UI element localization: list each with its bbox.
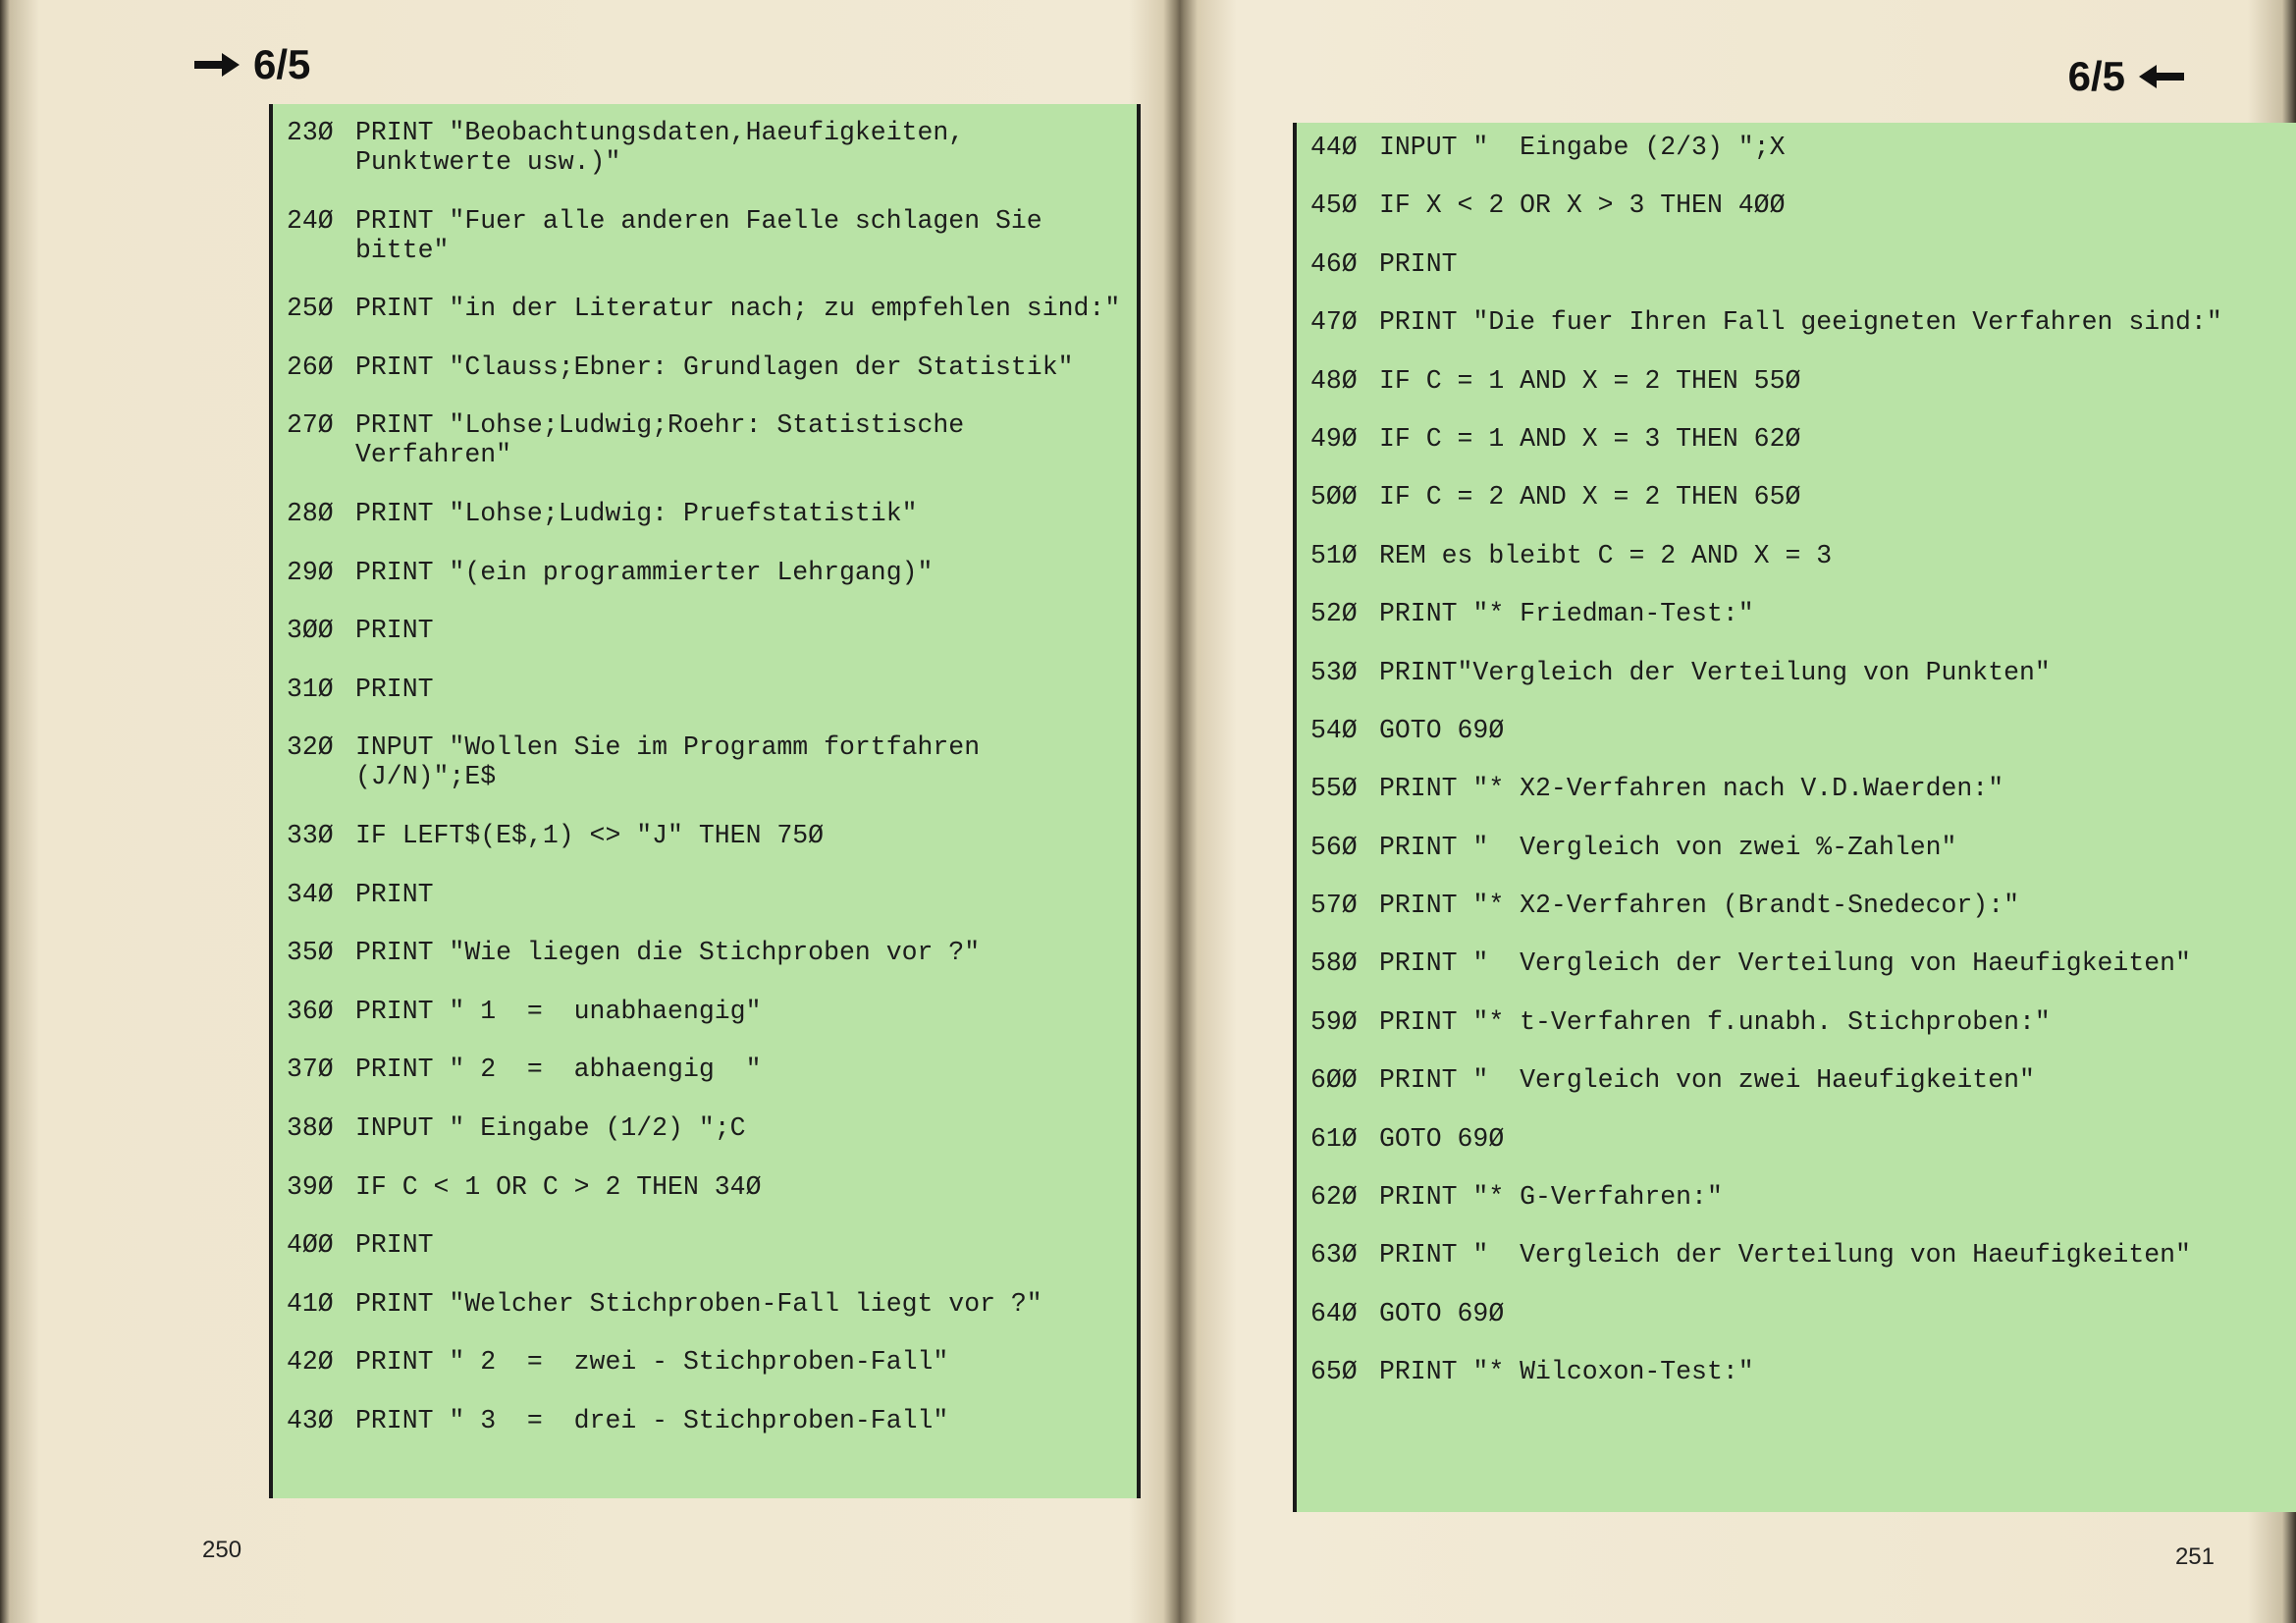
line-number: 46Ø	[1310, 248, 1358, 279]
code-line	[1310, 1182, 2296, 1212]
line-code: PRINT	[355, 1230, 434, 1261]
code-line	[287, 206, 1127, 265]
code-line	[287, 1055, 1127, 1084]
line-number: 31Ø	[287, 674, 334, 704]
code-line	[287, 1289, 1127, 1319]
line-number: 29Ø	[287, 557, 334, 587]
code-line	[287, 675, 1127, 704]
code-line	[1310, 774, 2296, 803]
code-line	[1310, 1007, 2296, 1037]
line-number: 32Ø	[287, 732, 334, 763]
line-code: PRINT "Beobachtungsdaten,Haeufigkeiten, Punktwerte usw.)"	[355, 118, 981, 177]
code-line	[287, 294, 1127, 323]
line-code: PRINT "* X2-Verfahren (Brandt-Snedecor):"	[1379, 891, 2020, 921]
line-code: PRINT "* X2-Verfahren nach V.D.Waerden:"	[1379, 774, 2004, 804]
code-line	[287, 938, 1127, 967]
line-number: 52Ø	[1310, 599, 1358, 629]
line-code: PRINT "Clauss;Ebner: Grundlagen der Statistik"	[355, 352, 1074, 382]
line-code: GOTO 69Ø	[1379, 1123, 1505, 1154]
line-number: 54Ø	[1310, 715, 1358, 745]
code-line	[287, 880, 1127, 909]
line-number: 41Ø	[287, 1288, 334, 1319]
code-line	[287, 1230, 1127, 1260]
line-number: 24Ø	[287, 205, 334, 236]
code-line	[1310, 1299, 2296, 1328]
line-code: PRINT " Vergleich von zwei Haeufigkeiten"	[1379, 1065, 2035, 1096]
arrow-right-icon	[194, 53, 240, 77]
line-number: 35Ø	[287, 938, 334, 968]
code-line	[1310, 482, 2296, 512]
line-number: 33Ø	[287, 820, 334, 850]
line-code: IF C = 1 AND X = 2 THEN 55Ø	[1379, 365, 1801, 396]
line-code: PRINT " Vergleich der Verteilung von Haeufigkeiten"	[1379, 948, 2191, 979]
line-code: PRINT "* G-Verfahren:"	[1379, 1182, 1723, 1213]
line-code: PRINT "* t-Verfahren f.unabh. Stichproben:"	[1379, 1006, 2051, 1037]
line-number: 45Ø	[1310, 190, 1358, 221]
section-label: 6/5	[2067, 53, 2125, 99]
code-listing-right	[1293, 123, 2296, 1512]
code-line	[1310, 133, 2296, 162]
line-code: INPUT "Wollen Sie im Programm fortfahren (J/N)";E$	[355, 732, 996, 792]
line-number: 62Ø	[1310, 1182, 1358, 1213]
line-code: PRINT " Vergleich von zwei %-Zahlen"	[1379, 832, 1957, 862]
line-number: 26Ø	[287, 352, 334, 382]
section-header-right	[2068, 53, 2184, 100]
line-code: PRINT "Fuer alle anderen Faelle schlagen Sie bitte"	[355, 205, 1058, 265]
line-code: PRINT "* Wilcoxon-Test:"	[1379, 1357, 1754, 1387]
line-code: PRINT " Vergleich der Verteilung von Haeufigkeiten"	[1379, 1240, 2191, 1271]
line-number: 59Ø	[1310, 1006, 1358, 1037]
line-number: 37Ø	[287, 1055, 334, 1085]
line-code: PRINT " 2 = abhaengig "	[355, 1055, 762, 1085]
line-code: IF C = 2 AND X = 2 THEN 65Ø	[1379, 482, 1801, 513]
code-line	[287, 616, 1127, 645]
code-line	[1310, 1357, 2296, 1386]
right-page	[1178, 0, 2296, 1623]
line-code: PRINT " 1 = unabhaengig"	[355, 996, 762, 1026]
line-number: 44Ø	[1310, 133, 1358, 162]
line-code: INPUT " Eingabe (2/3) ";X	[1379, 133, 1786, 162]
code-line	[1310, 307, 2296, 337]
line-number: 36Ø	[287, 996, 334, 1026]
code-line	[1310, 190, 2296, 220]
line-code: REM es bleibt C = 2 AND X = 3	[1379, 540, 1833, 570]
line-number: 47Ø	[1310, 307, 1358, 338]
line-number: 55Ø	[1310, 774, 1358, 804]
line-code: PRINT	[355, 674, 434, 704]
line-number: 23Ø	[287, 118, 334, 147]
line-number: 57Ø	[1310, 891, 1358, 921]
code-line	[1310, 424, 2296, 454]
page-number-right: 251	[2174, 1543, 2215, 1570]
line-code: PRINT"Vergleich der Verteilung von Punkten"	[1379, 657, 2051, 687]
code-line	[287, 1113, 1127, 1143]
line-number: 4ØØ	[287, 1230, 334, 1261]
code-line	[287, 499, 1127, 528]
code-line	[287, 732, 1127, 791]
line-code: PRINT "in der Literatur nach; zu empfehlen sind:"	[355, 294, 1121, 324]
line-code: PRINT "(ein programmierter Lehrgang)"	[355, 557, 934, 587]
code-line	[287, 1406, 1127, 1435]
code-line	[1310, 366, 2296, 396]
line-code: PRINT	[1379, 248, 1458, 279]
line-number: 64Ø	[1310, 1298, 1358, 1328]
line-code: IF LEFT$(E$,1) <> "J" THEN 75Ø	[355, 820, 825, 850]
arrow-left-icon	[2139, 65, 2184, 88]
line-code: GOTO 69Ø	[1379, 1298, 1505, 1328]
line-code: GOTO 69Ø	[1379, 715, 1505, 745]
line-code: PRINT "* Friedman-Test:"	[1379, 599, 1754, 629]
line-code: PRINT " 2 = zwei - Stichproben-Fall"	[355, 1347, 949, 1378]
line-number: 25Ø	[287, 294, 334, 324]
section-label: 6/5	[253, 41, 311, 87]
line-number: 39Ø	[287, 1171, 334, 1202]
line-number: 34Ø	[287, 879, 334, 909]
line-code: PRINT "Wie liegen die Stichproben vor ?"	[355, 938, 981, 968]
line-number: 61Ø	[1310, 1123, 1358, 1154]
line-number: 28Ø	[287, 498, 334, 528]
code-line	[287, 558, 1127, 587]
line-number: 27Ø	[287, 410, 334, 441]
code-line	[1310, 599, 2296, 628]
line-number: 5ØØ	[1310, 482, 1358, 513]
section-header-left	[194, 41, 310, 88]
code-line	[1310, 1065, 2296, 1095]
code-line	[1310, 833, 2296, 862]
code-line	[287, 821, 1127, 850]
code-line	[287, 352, 1127, 382]
line-code: IF X < 2 OR X > 3 THEN 4ØØ	[1379, 190, 1786, 221]
code-line	[287, 1172, 1127, 1202]
code-line	[1310, 658, 2296, 687]
line-code: PRINT "Lohse;Ludwig;Roehr: Statistische Verfahren"	[355, 410, 981, 470]
code-line	[287, 1347, 1127, 1377]
line-code: PRINT	[355, 616, 434, 646]
page-number-left: 250	[202, 1537, 242, 1563]
code-line	[1310, 891, 2296, 920]
line-code: INPUT " Eingabe (1/2) ";C	[355, 1112, 746, 1143]
line-code: PRINT "Lohse;Ludwig: Pruefstatistik"	[355, 498, 918, 528]
line-number: 58Ø	[1310, 948, 1358, 979]
line-number: 42Ø	[287, 1347, 334, 1378]
line-number: 49Ø	[1310, 423, 1358, 454]
code-line	[1310, 1124, 2296, 1154]
line-number: 63Ø	[1310, 1240, 1358, 1271]
code-line	[1310, 948, 2296, 978]
line-code: PRINT	[355, 879, 434, 909]
line-number: 38Ø	[287, 1112, 334, 1143]
code-line	[287, 118, 1127, 177]
code-line	[287, 410, 1127, 469]
line-code: PRINT "Welcher Stichproben-Fall liegt vor ?"	[355, 1288, 1042, 1319]
line-code: PRINT " 3 = drei - Stichproben-Fall"	[355, 1405, 949, 1435]
line-number: 3ØØ	[287, 616, 334, 646]
line-number: 65Ø	[1310, 1357, 1358, 1387]
line-number: 43Ø	[287, 1405, 334, 1435]
line-number: 51Ø	[1310, 540, 1358, 570]
code-line	[1310, 249, 2296, 279]
code-listing-left	[269, 104, 1141, 1498]
line-number: 56Ø	[1310, 832, 1358, 862]
code-line	[1310, 541, 2296, 570]
line-code: IF C = 1 AND X = 3 THEN 62Ø	[1379, 423, 1801, 454]
line-number: 53Ø	[1310, 657, 1358, 687]
code-line	[1310, 1240, 2296, 1270]
line-number: 48Ø	[1310, 365, 1358, 396]
line-number: 6ØØ	[1310, 1065, 1358, 1096]
line-code: PRINT "Die fuer Ihren Fall geeigneten Verfahren sind:"	[1379, 307, 2222, 338]
line-code: IF C < 1 OR C > 2 THEN 34Ø	[355, 1171, 762, 1202]
code-line	[1310, 716, 2296, 745]
code-line	[287, 997, 1127, 1026]
